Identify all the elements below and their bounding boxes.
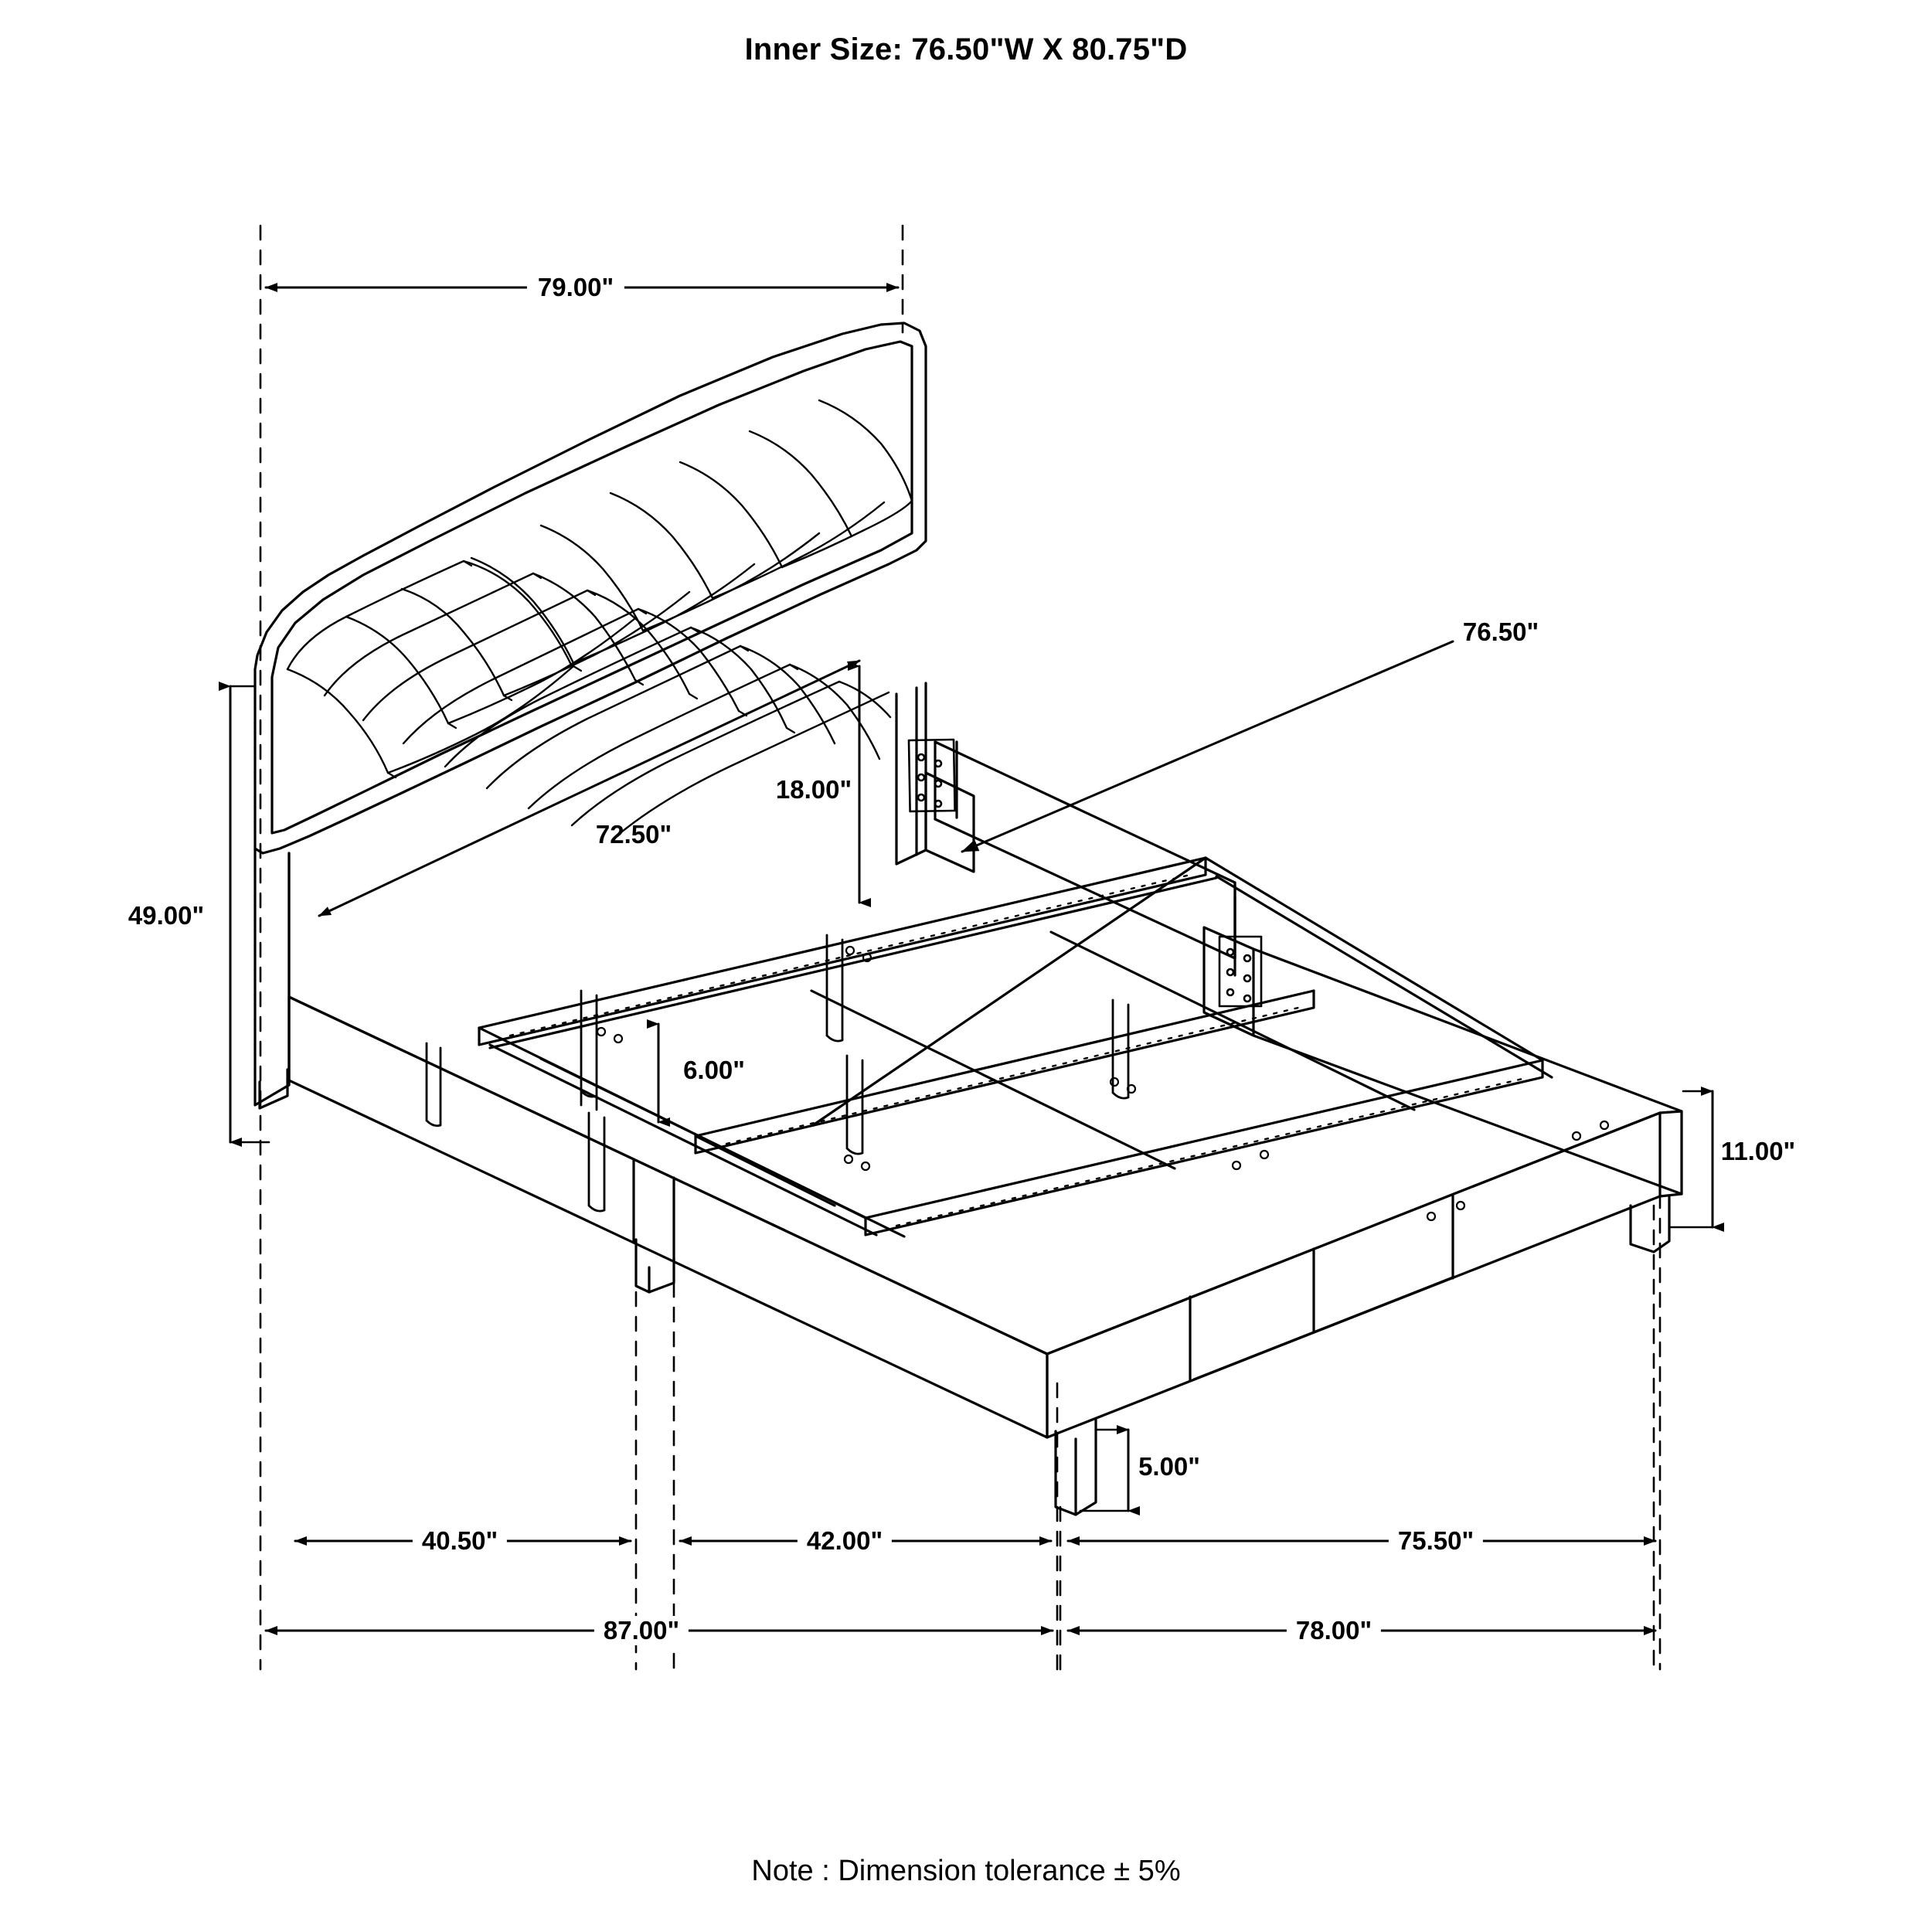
dimension-label-40-50: 40.50" <box>413 1526 507 1556</box>
dimension-label-75-50: 75.50" <box>1389 1526 1483 1556</box>
dimension-label-headboard-panel-width: 72.50" <box>595 820 672 849</box>
dimension-label-headboard-upper-gap: 18.00" <box>770 775 858 804</box>
page-title: Inner Size: 76.50"W X 80.75"D <box>744 32 1188 66</box>
dimension-label-87-00: 87.00" <box>594 1616 689 1645</box>
dimension-label-42-00: 42.00" <box>798 1526 892 1556</box>
dimension-label-78-00: 78.00" <box>1287 1616 1381 1645</box>
dimension-label-slat-clearance: 6.00" <box>683 1056 745 1084</box>
dimension-label-leg-height: 5.00" <box>1138 1452 1200 1481</box>
dimension-label-overall-width-top: 79.00" <box>527 273 624 302</box>
dimension-label-headboard-height: 49.00" <box>128 901 205 930</box>
tolerance-note: Note : Dimension tolerance ± 5% <box>751 1855 1181 1887</box>
dimension-label-rail-height: 11.00" <box>1720 1137 1796 1165</box>
dimension-label-inner-width-callout: 76.50" <box>1462 617 1539 646</box>
